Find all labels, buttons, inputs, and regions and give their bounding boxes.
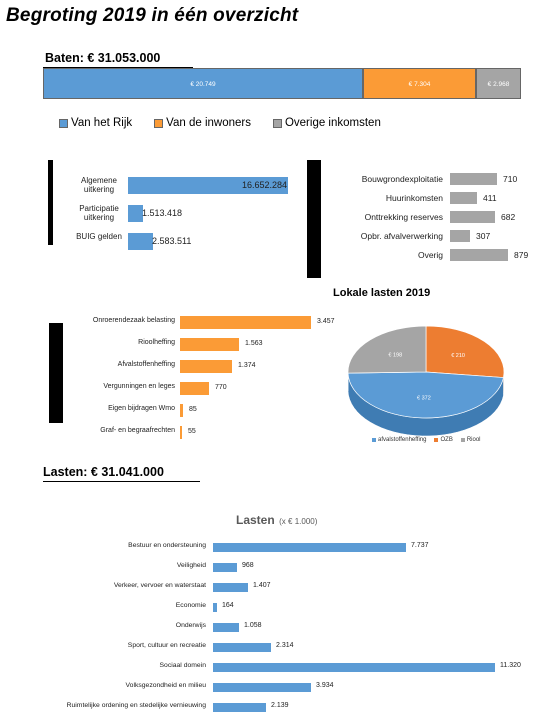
bar-label: Bouwgrondexploitatie	[361, 174, 443, 184]
bar-value: 3.934	[316, 682, 334, 689]
bar-label: Bestuur en ondersteuning	[128, 542, 206, 549]
pie-legend-label-1: afvalstoffenheffing	[378, 437, 427, 443]
bar-label: Rioolheffing	[138, 339, 175, 346]
bar-value: 1.058	[244, 622, 262, 629]
bar	[128, 205, 143, 222]
bar	[128, 233, 153, 250]
bar-value: 2.583.511	[152, 236, 192, 246]
bar-label: Afvalstoffenheffing	[117, 361, 175, 368]
pie-slice-label: € 210	[451, 353, 465, 360]
baten-stacked-bar	[43, 68, 521, 99]
stack-segment-2	[363, 68, 476, 99]
pie-slice	[348, 326, 426, 373]
legend-label-rijk: Van het Rijk	[71, 117, 133, 129]
bar-label: Graf- en begraafrechten	[100, 427, 175, 434]
bar-value: 1.407	[253, 582, 271, 589]
bar-label: Participatie uitkering	[79, 204, 119, 223]
bar-value: 1.374	[238, 362, 256, 369]
lasten-chart-subtitle: (x € 1.000)	[279, 517, 318, 526]
legend-swatch-gray	[273, 119, 282, 128]
bar	[213, 603, 217, 612]
stack-segment-1	[43, 68, 363, 99]
bar-label: Volksgezondheid en milieu	[125, 682, 206, 689]
bar-label: Opbr. afvalverwerking	[360, 231, 443, 241]
lasten-chart-title	[236, 511, 317, 529]
stack-segment-3	[476, 68, 521, 99]
rijk-chart	[60, 165, 310, 265]
pie-legend-swatch-1	[372, 438, 376, 442]
stack-label-1: € 20.749	[190, 80, 216, 88]
bar-value: 55	[188, 428, 196, 435]
inwoners-chart	[60, 310, 350, 445]
pie-legend-swatch-3	[461, 438, 465, 442]
bar-value: 85	[189, 406, 197, 413]
bar	[450, 211, 495, 223]
page-title: Begroting 2019 in één overzicht	[6, 5, 299, 26]
bar	[213, 703, 266, 712]
stack-label-2: € 7.304	[408, 80, 431, 88]
bar	[213, 543, 406, 552]
bar-value: 710	[503, 174, 518, 184]
bar	[450, 192, 477, 204]
overige-chart	[330, 165, 545, 265]
pie-chart	[340, 325, 540, 445]
pie-title: Lokale lasten 2019	[333, 287, 431, 299]
bar-label: Onttrekking reserves	[364, 212, 443, 222]
bar-value: 1.563	[245, 340, 263, 347]
bar-value: 2.314	[276, 642, 294, 649]
bar	[450, 249, 508, 261]
bar-value: 682	[501, 212, 516, 222]
bar	[180, 382, 209, 395]
bar-value: 3.457	[317, 318, 335, 325]
legend-item-overige	[273, 117, 381, 129]
legend-item-inwoners	[154, 117, 251, 129]
lasten-underline	[43, 481, 200, 482]
pie-slice-label: € 372	[417, 395, 431, 402]
pie-legend-swatch-2	[434, 438, 438, 442]
bar-label: Huurinkomsten	[385, 193, 443, 203]
bar-value: 11.320	[500, 662, 521, 669]
legend-swatch-blue	[59, 119, 68, 128]
bar	[450, 173, 497, 185]
left-black-bar-1	[48, 160, 53, 245]
pie-legend-item-2	[434, 437, 452, 443]
pie-slice-label: € 198	[388, 352, 403, 359]
lasten-chart-title-main: Lasten	[236, 513, 275, 527]
bar-label: Economie	[175, 602, 206, 609]
bar	[213, 583, 248, 592]
bar-label: BUIG gelden	[76, 232, 122, 241]
bar	[180, 404, 183, 417]
legend-label-overige: Overige inkomsten	[284, 117, 381, 129]
bar-label: Algemene uitkering	[80, 176, 118, 195]
lasten-chart	[0, 535, 551, 720]
pie-slice	[426, 326, 504, 378]
bar-value: 2.139	[271, 702, 289, 709]
bar-value: 7.737	[411, 542, 429, 549]
bar-value: 16.652.284	[242, 180, 288, 190]
bar	[213, 563, 237, 572]
bar	[213, 643, 271, 652]
pie-legend-label-2: OZB	[440, 437, 453, 443]
legend-label-inwoners: Van de inwoners	[166, 117, 251, 129]
bar-label: Veiligheid	[176, 562, 206, 569]
bar	[213, 623, 239, 632]
pie-legend-item-3	[461, 437, 481, 443]
bar	[180, 426, 182, 439]
bar	[180, 316, 311, 329]
bar-label: Vergunningen en leges	[103, 383, 175, 390]
bar-value: 879	[514, 250, 529, 260]
pie-legend-label-3: Riool	[466, 437, 481, 443]
bar-value: 770	[215, 384, 227, 391]
bar	[213, 683, 311, 692]
bar	[180, 360, 232, 373]
baten-legend	[59, 117, 381, 129]
pie-legend	[372, 437, 481, 443]
legend-item-rijk	[59, 117, 132, 129]
pie-legend-item-1	[372, 437, 426, 443]
bar	[450, 230, 470, 242]
bar-label: Eigen bijdragen Wmo	[108, 405, 175, 412]
bar-value: 1.513.418	[142, 208, 183, 218]
bar-value: 307	[476, 231, 491, 241]
bar-label: Sport, cultuur en recreatie	[127, 642, 206, 649]
bar-label: Onderwijs	[175, 622, 206, 629]
bar-label: Sociaal domein	[159, 662, 206, 669]
lasten-header: Lasten: € 31.041.000	[43, 465, 164, 479]
bar-label: Ruimtelijke ordening en stedelijke vernieuwing	[66, 702, 206, 709]
bar-label: Onroerendezaak belasting	[92, 317, 175, 324]
bar-label: Verkeer, vervoer en waterstaat	[113, 582, 206, 589]
bar-value: 968	[242, 562, 254, 569]
bar	[180, 338, 239, 351]
bar	[213, 663, 495, 672]
bar-value: 411	[483, 193, 497, 203]
legend-swatch-orange	[154, 119, 163, 128]
bar-label: Overig	[417, 250, 443, 260]
baten-header: Baten: € 31.053.000	[45, 51, 161, 65]
bar-value: 164	[222, 602, 234, 609]
stack-label-3: € 2.968	[487, 80, 510, 88]
